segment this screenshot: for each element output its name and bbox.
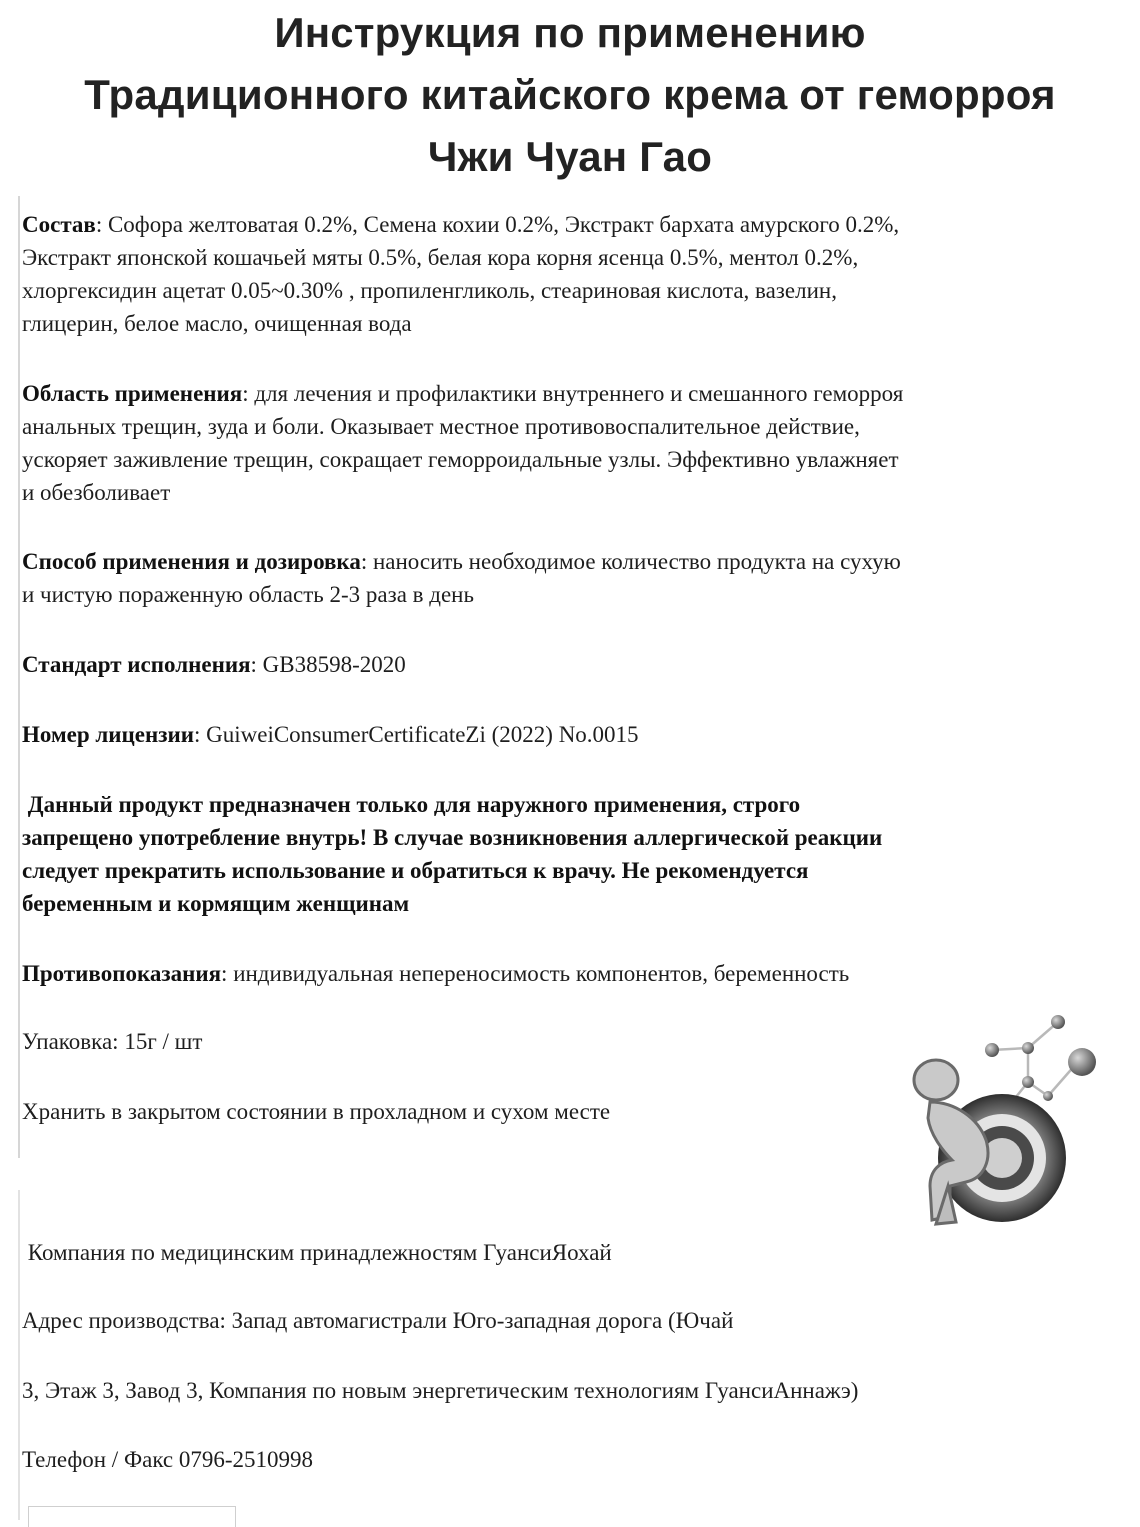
indications-line-1: Область применения: для лечения и профилактики внутреннего и смешанного геморроя — [22, 381, 904, 406]
title-line-2: Традиционного китайского крема от геморроя — [84, 71, 1056, 118]
package-line: Упаковка: 15г / шт — [22, 1029, 203, 1054]
indications-line-2: анальных трещин, зуда и боли. Оказывает местное противовоспалительное действие, — [22, 414, 860, 439]
footer-frame — [28, 1506, 236, 1527]
title-line-3: Чжи Чуан Гао — [427, 133, 713, 180]
phone-line: Телефон / Факс 0796-2510998 — [22, 1447, 314, 1472]
license-label: Номер лицензии — [22, 722, 194, 747]
warning-line-3: следует прекратить использование и обратиться к врачу. Не рекомендуется — [22, 858, 809, 883]
page-title — [0, 0, 1140, 188]
composition-line-1: Состав: Софора желтоватая 0.2%, Семена кохии 0.2%, Экстракт бархата амурского 0.2%, — [22, 212, 900, 237]
indications-label: Область применения — [22, 381, 243, 406]
address-line-1: Адрес производства: Запад автомагистрали Юго-западная дорога (Ючай — [22, 1308, 734, 1333]
warning-line-1: Данный продукт предназначен только для наружного применения, строго — [22, 792, 801, 817]
contraindications-line: Противопоказания: индивидуальная непереносимость компонентов, беременность — [22, 961, 850, 986]
composition-line-4: глицерин, белое масло, очищенная вода — [22, 311, 412, 336]
warning-line-2: запрещено употребление внутрь! В случае возникновения аллергической реакции — [22, 825, 883, 850]
left-border-line — [18, 196, 20, 1158]
usage-line-1: Способ применения и дозировка: наносить необходимое количество продукта на сухую — [22, 549, 901, 574]
contraindications-value: индивидуальная непереносимость компонентов, беременность — [233, 961, 850, 986]
warning-line-4: беременным и кормящим женщинам — [22, 891, 410, 916]
composition-line-2: Экстракт японской кошачьей мяты 0.5%, белая кора корня ясенца 0.5%, ментол 0.2%, — [22, 245, 859, 270]
contraindications-label: Противопоказания — [22, 961, 222, 986]
address-line-2: 3, Этаж 3, Завод 3, Компания по новым энергетическим технологиям ГуансиАннажэ) — [22, 1378, 859, 1403]
standard-value: GB38598-2020 — [262, 652, 406, 677]
composition-label: Состав — [22, 212, 96, 237]
storage-line: Хранить в закрытом состоянии в прохладном и сухом месте — [22, 1099, 611, 1124]
standard-label: Стандарт исполнения — [22, 652, 251, 677]
title-line-1: Инструкция по применению — [274, 9, 866, 56]
usage-label: Способ применения и дозировка — [22, 549, 361, 574]
indications-line-4: и обезболивает — [22, 480, 171, 505]
indications-line-3: ускоряет заживление трещин, сокращает геморроидальные узлы. Эффективно увлажняет — [22, 447, 899, 472]
company-line: Компания по медицинским принадлежностям ГуансиЯохай — [22, 1240, 612, 1265]
left-border-line-lower — [18, 1190, 20, 1520]
hemorrhoid-logo-icon — [900, 1010, 1120, 1240]
license-value: GuiweiConsumerCertificateZi (2022) No.0015 — [206, 722, 639, 747]
standard-line: Стандарт исполнения: GB38598-2020 — [22, 652, 406, 677]
usage-line-2: и чистую пораженную область 2-3 раза в день — [22, 582, 474, 607]
composition-line-3: хлоргексидин ацетат 0.05~0.30% , пропиленгликоль, стеариновая кислота, вазелин, — [22, 278, 837, 303]
license-line: Номер лицензии: GuiweiConsumerCertificateZi (2022) No.0015 — [22, 722, 639, 747]
